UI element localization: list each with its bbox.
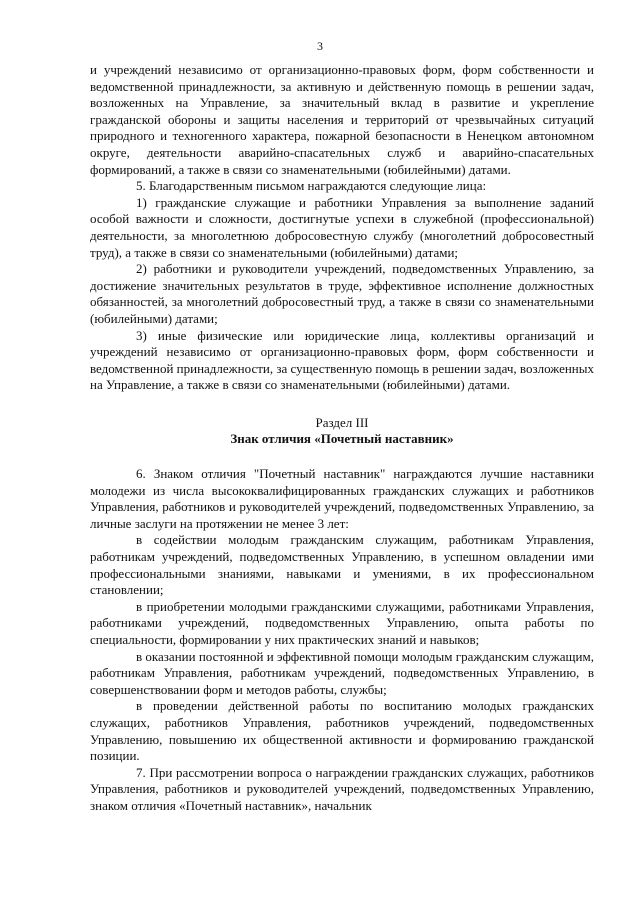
document-body bbox=[90, 62, 594, 815]
item-6-bullet-2: в приобретении молодыми гражданскими служащими, работниками Управления, работниками учреждений, подведомственных Управлению, опыта работы по специальности, формировании у них практических знаний и навыков; bbox=[90, 598, 594, 647]
item-6-intro: 6. Знаком отличия "Почетный наставник" награждаются лучшие наставники молодежи из числа высококвалифицированных гражданских служащих и работников Управления, работников и руководителей учреждений, подведомственных Управлению, за личные заслуги на протяжении не менее 3 лет: bbox=[90, 466, 594, 531]
item-7-start: 7. При рассмотрении вопроса о награждении гражданских служащих, работников Управления, работников и руководителей учреждений, подведомственных Управлению, знаком отличия «Почетный наставник», начальник bbox=[90, 764, 594, 813]
item-5-subitem-1: 1) гражданские служащие и работники Управления за выполнение заданий особой важности и сложности, достигнутые успехи в служебной (профессиональной) деятельности, за многолетнюю добросовестную службу (многолетний добросовестный труд), а также в связи со знаменательными (юбилейными) датами; bbox=[90, 194, 594, 260]
item-6-bullet-4: в проведении действенной работы по воспитанию молодых гражданских служащих, работников Управления, работников учреждений, подведомственных Управлению, повышению их общественной активности и формированию гражданской позиции. bbox=[90, 698, 594, 764]
item-5-subitem-3: 3) иные физические или юридические лица, коллективы организаций и учреждений независимо от организационно-правовых форм, форм собственности и ведомственной принадлежности, за существенную помощь в решении задач, возложенных на Управление, а также в связи со знаменательными (юбилейными) датами. bbox=[90, 327, 594, 393]
section-label: Раздел III bbox=[315, 414, 369, 430]
spacer bbox=[90, 394, 594, 415]
item-6-bullet-3: в оказании постоянной и эффективной помощи молодым гражданским служащим, работникам Управления, работникам учреждений, подведомственных Управлению, в совершенствовании форм и методов работы, службы; bbox=[90, 648, 594, 697]
item-6-bullet-1: в содействии молодым гражданским служащим, работникам Управления, работникам учреждений, подведомственных Управлению, в успешном овладении ими профессиональными знаниями, навыками и умениями, в их профессиональном становлении; bbox=[90, 532, 594, 598]
item-5-subitem-2: 2) работники и руководители учреждений, подведомственных Управлению, за достижение значительных результатов в труде, эффективное исполнение должностных обязанностей, за многолетний добросовестный труд, а также в связи со знаменательными (юбилейными) датами; bbox=[90, 261, 594, 326]
item-5-intro: 5. Благодарственным письмом награждаются следующие лица: bbox=[136, 178, 487, 194]
spacer bbox=[90, 448, 594, 466]
section-heading: Знак отличия «Почетный наставник» bbox=[230, 431, 454, 447]
page-number: 3 bbox=[317, 39, 323, 53]
paragraph-continuation: и учреждений независимо от организационно-правовых форм, форм собственности и ведомственной принадлежности, за активную и действенную помощь в решении задач, возложенных на Управление, за значительный вклад в развитие и укрепление гражданской обороны и защиты населения и территорий от чрезвычайных ситуаций природного и техногенного характера, пожарной безопасности в Ненецком автономном округе, деятельности аварийно-спасательных служб и аварийно-спасательных формирований, а также в связи со знаменательными (юбилейными) датами. bbox=[90, 62, 594, 177]
